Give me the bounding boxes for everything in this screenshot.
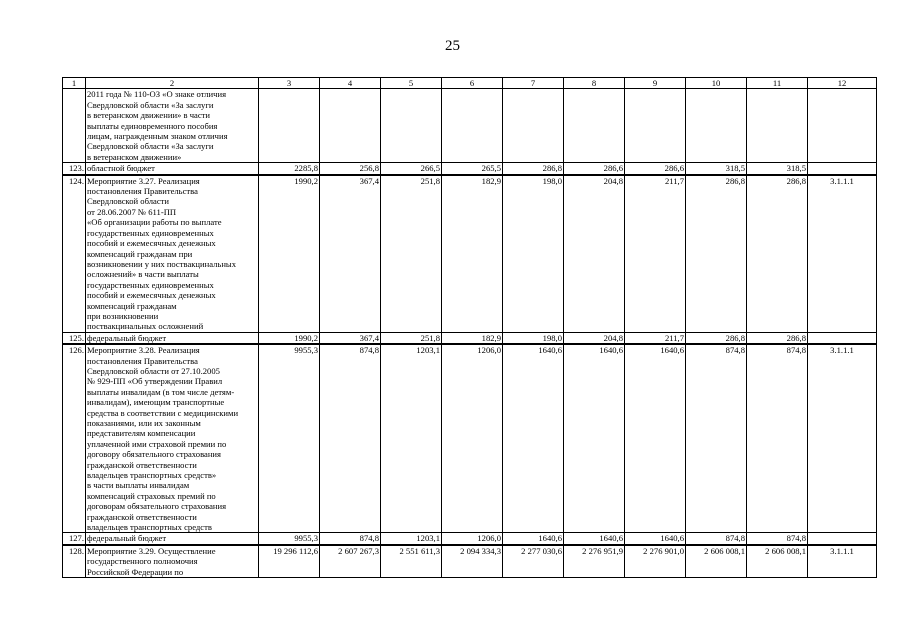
- table-row: [63, 344, 877, 533]
- value-cell: [442, 89, 503, 163]
- target-code: 3.1.1.1: [808, 344, 877, 533]
- value-cell: 367,4: [320, 175, 381, 333]
- value-cell: 1203,1: [381, 533, 442, 545]
- column-header: 8: [564, 78, 625, 89]
- value-cell: 874,8: [686, 344, 747, 533]
- value-cell: 874,8: [686, 533, 747, 545]
- row-number: 127.: [63, 533, 86, 545]
- value-cell: 874,8: [747, 344, 808, 533]
- row-number: 128.: [63, 545, 86, 578]
- table-row: [63, 163, 877, 175]
- value-cell: 1203,1: [381, 344, 442, 533]
- value-cell: 2 551 611,3: [381, 545, 442, 578]
- value-cell: 874,8: [747, 533, 808, 545]
- table-row: [63, 175, 877, 333]
- target-code: [808, 163, 877, 175]
- value-cell: 1990,2: [259, 175, 320, 333]
- value-cell: 2285,8: [259, 163, 320, 175]
- row-description: федеральный бюджет: [86, 533, 259, 545]
- column-header: 1: [63, 78, 86, 89]
- row-number: 123.: [63, 163, 86, 175]
- row-number: 125.: [63, 332, 86, 344]
- column-header: 11: [747, 78, 808, 89]
- value-cell: 198,0: [503, 332, 564, 344]
- column-header: 7: [503, 78, 564, 89]
- value-cell: 286,8: [686, 175, 747, 333]
- value-cell: 2 606 008,1: [686, 545, 747, 578]
- value-cell: 2 276 951,9: [564, 545, 625, 578]
- value-cell: [747, 89, 808, 163]
- value-cell: [259, 89, 320, 163]
- value-cell: 198,0: [503, 175, 564, 333]
- value-cell: 266,5: [381, 163, 442, 175]
- value-cell: 367,4: [320, 332, 381, 344]
- value-cell: 9955,3: [259, 533, 320, 545]
- value-cell: 9955,3: [259, 344, 320, 533]
- table-row: [63, 533, 877, 545]
- value-cell: 1640,6: [503, 533, 564, 545]
- value-cell: 286,8: [503, 163, 564, 175]
- value-cell: 19 296 112,6: [259, 545, 320, 578]
- column-header: 2: [86, 78, 259, 89]
- row-description: областной бюджет: [86, 163, 259, 175]
- column-header: 10: [686, 78, 747, 89]
- value-cell: 2 277 030,6: [503, 545, 564, 578]
- column-header: 3: [259, 78, 320, 89]
- value-cell: 1990,2: [259, 332, 320, 344]
- value-cell: 2 607 267,3: [320, 545, 381, 578]
- target-code: 3.1.1.1: [808, 545, 877, 578]
- value-cell: 874,8: [320, 533, 381, 545]
- value-cell: 1640,6: [564, 533, 625, 545]
- value-cell: 318,5: [747, 163, 808, 175]
- value-cell: 286,6: [625, 163, 686, 175]
- column-header: 12: [808, 78, 877, 89]
- value-cell: [503, 89, 564, 163]
- target-code: 3.1.1.1: [808, 175, 877, 333]
- row-description: Мероприятие 3.27. Реализация постановления Правительства Свердловской области от 28.06.2007 № 611-ПП «Об организации работы по выплате государственных единовременных пособий и ежемесячных денежных компенсаций гражданам при возникновении у них поствакцинальных осложнений» в части выплаты государственных единовременных пособий и ежемесячных денежных компенсаций гражданам при возникновении поствакцинальных осложнений: [86, 175, 259, 333]
- row-number: 124.: [63, 175, 86, 333]
- value-cell: [320, 89, 381, 163]
- value-cell: 256,8: [320, 163, 381, 175]
- value-cell: 1640,6: [564, 344, 625, 533]
- value-cell: 182,9: [442, 332, 503, 344]
- table-row: [63, 332, 877, 344]
- value-cell: 1640,6: [625, 533, 686, 545]
- value-cell: 1206,0: [442, 533, 503, 545]
- column-header: 4: [320, 78, 381, 89]
- value-cell: 286,8: [747, 175, 808, 333]
- value-cell: 1206,0: [442, 344, 503, 533]
- page-number: 25: [445, 38, 460, 54]
- target-code: [808, 533, 877, 545]
- table-header-row: [63, 78, 877, 89]
- value-cell: [625, 89, 686, 163]
- value-cell: 318,5: [686, 163, 747, 175]
- table-row: [63, 545, 877, 578]
- value-cell: 2 094 334,3: [442, 545, 503, 578]
- value-cell: 204,8: [564, 175, 625, 333]
- row-number: 126.: [63, 344, 86, 533]
- value-cell: [564, 89, 625, 163]
- column-header: 6: [442, 78, 503, 89]
- value-cell: 265,5: [442, 163, 503, 175]
- value-cell: 211,7: [625, 175, 686, 333]
- target-code: [808, 89, 877, 163]
- value-cell: 182,9: [442, 175, 503, 333]
- value-cell: 1640,6: [625, 344, 686, 533]
- row-description: 2011 года № 110-ОЗ «О знаке отличия Свердловской области «За заслуги в ветеранском движении» в части выплаты единовременного пособия лицам, награжденным знаком отличия Свердловской области «За заслуги в ветеранском движении»: [86, 89, 259, 163]
- value-cell: 251,8: [381, 175, 442, 333]
- value-cell: 286,8: [747, 332, 808, 344]
- value-cell: 286,8: [686, 332, 747, 344]
- column-header: 5: [381, 78, 442, 89]
- row-description: Мероприятие 3.29. Осуществление государственного полномочия Российской Федерации по: [86, 545, 259, 578]
- value-cell: [686, 89, 747, 163]
- value-cell: 874,8: [320, 344, 381, 533]
- value-cell: 2 606 008,1: [747, 545, 808, 578]
- value-cell: 204,8: [564, 332, 625, 344]
- row-number: [63, 89, 86, 163]
- value-cell: 286,6: [564, 163, 625, 175]
- value-cell: [381, 89, 442, 163]
- budget-table: [62, 77, 877, 578]
- column-header: 9: [625, 78, 686, 89]
- value-cell: 2 276 901,0: [625, 545, 686, 578]
- value-cell: 1640,6: [503, 344, 564, 533]
- row-description: федеральный бюджет: [86, 332, 259, 344]
- target-code: [808, 332, 877, 344]
- value-cell: 211,7: [625, 332, 686, 344]
- table-row: [63, 89, 877, 163]
- row-description: Мероприятие 3.28. Реализация постановления Правительства Свердловской области от 27.10.2005 № 929-ПП «Об утверждении Правил выплаты инвалидам (в том числе детям- инвалидам), имеющим транспортные средства в соответствии с медицинскими показаниями, или их законным представителям компенсации уплаченной ими страховой премии по договору обязательного страхования гражданской ответственности владельцев транспортных средств» в части выплаты инвалидам компенсаций страховых премий по договорам обязательного страхования гражданской ответственности владельцев транспортных средств: [86, 344, 259, 533]
- value-cell: 251,8: [381, 332, 442, 344]
